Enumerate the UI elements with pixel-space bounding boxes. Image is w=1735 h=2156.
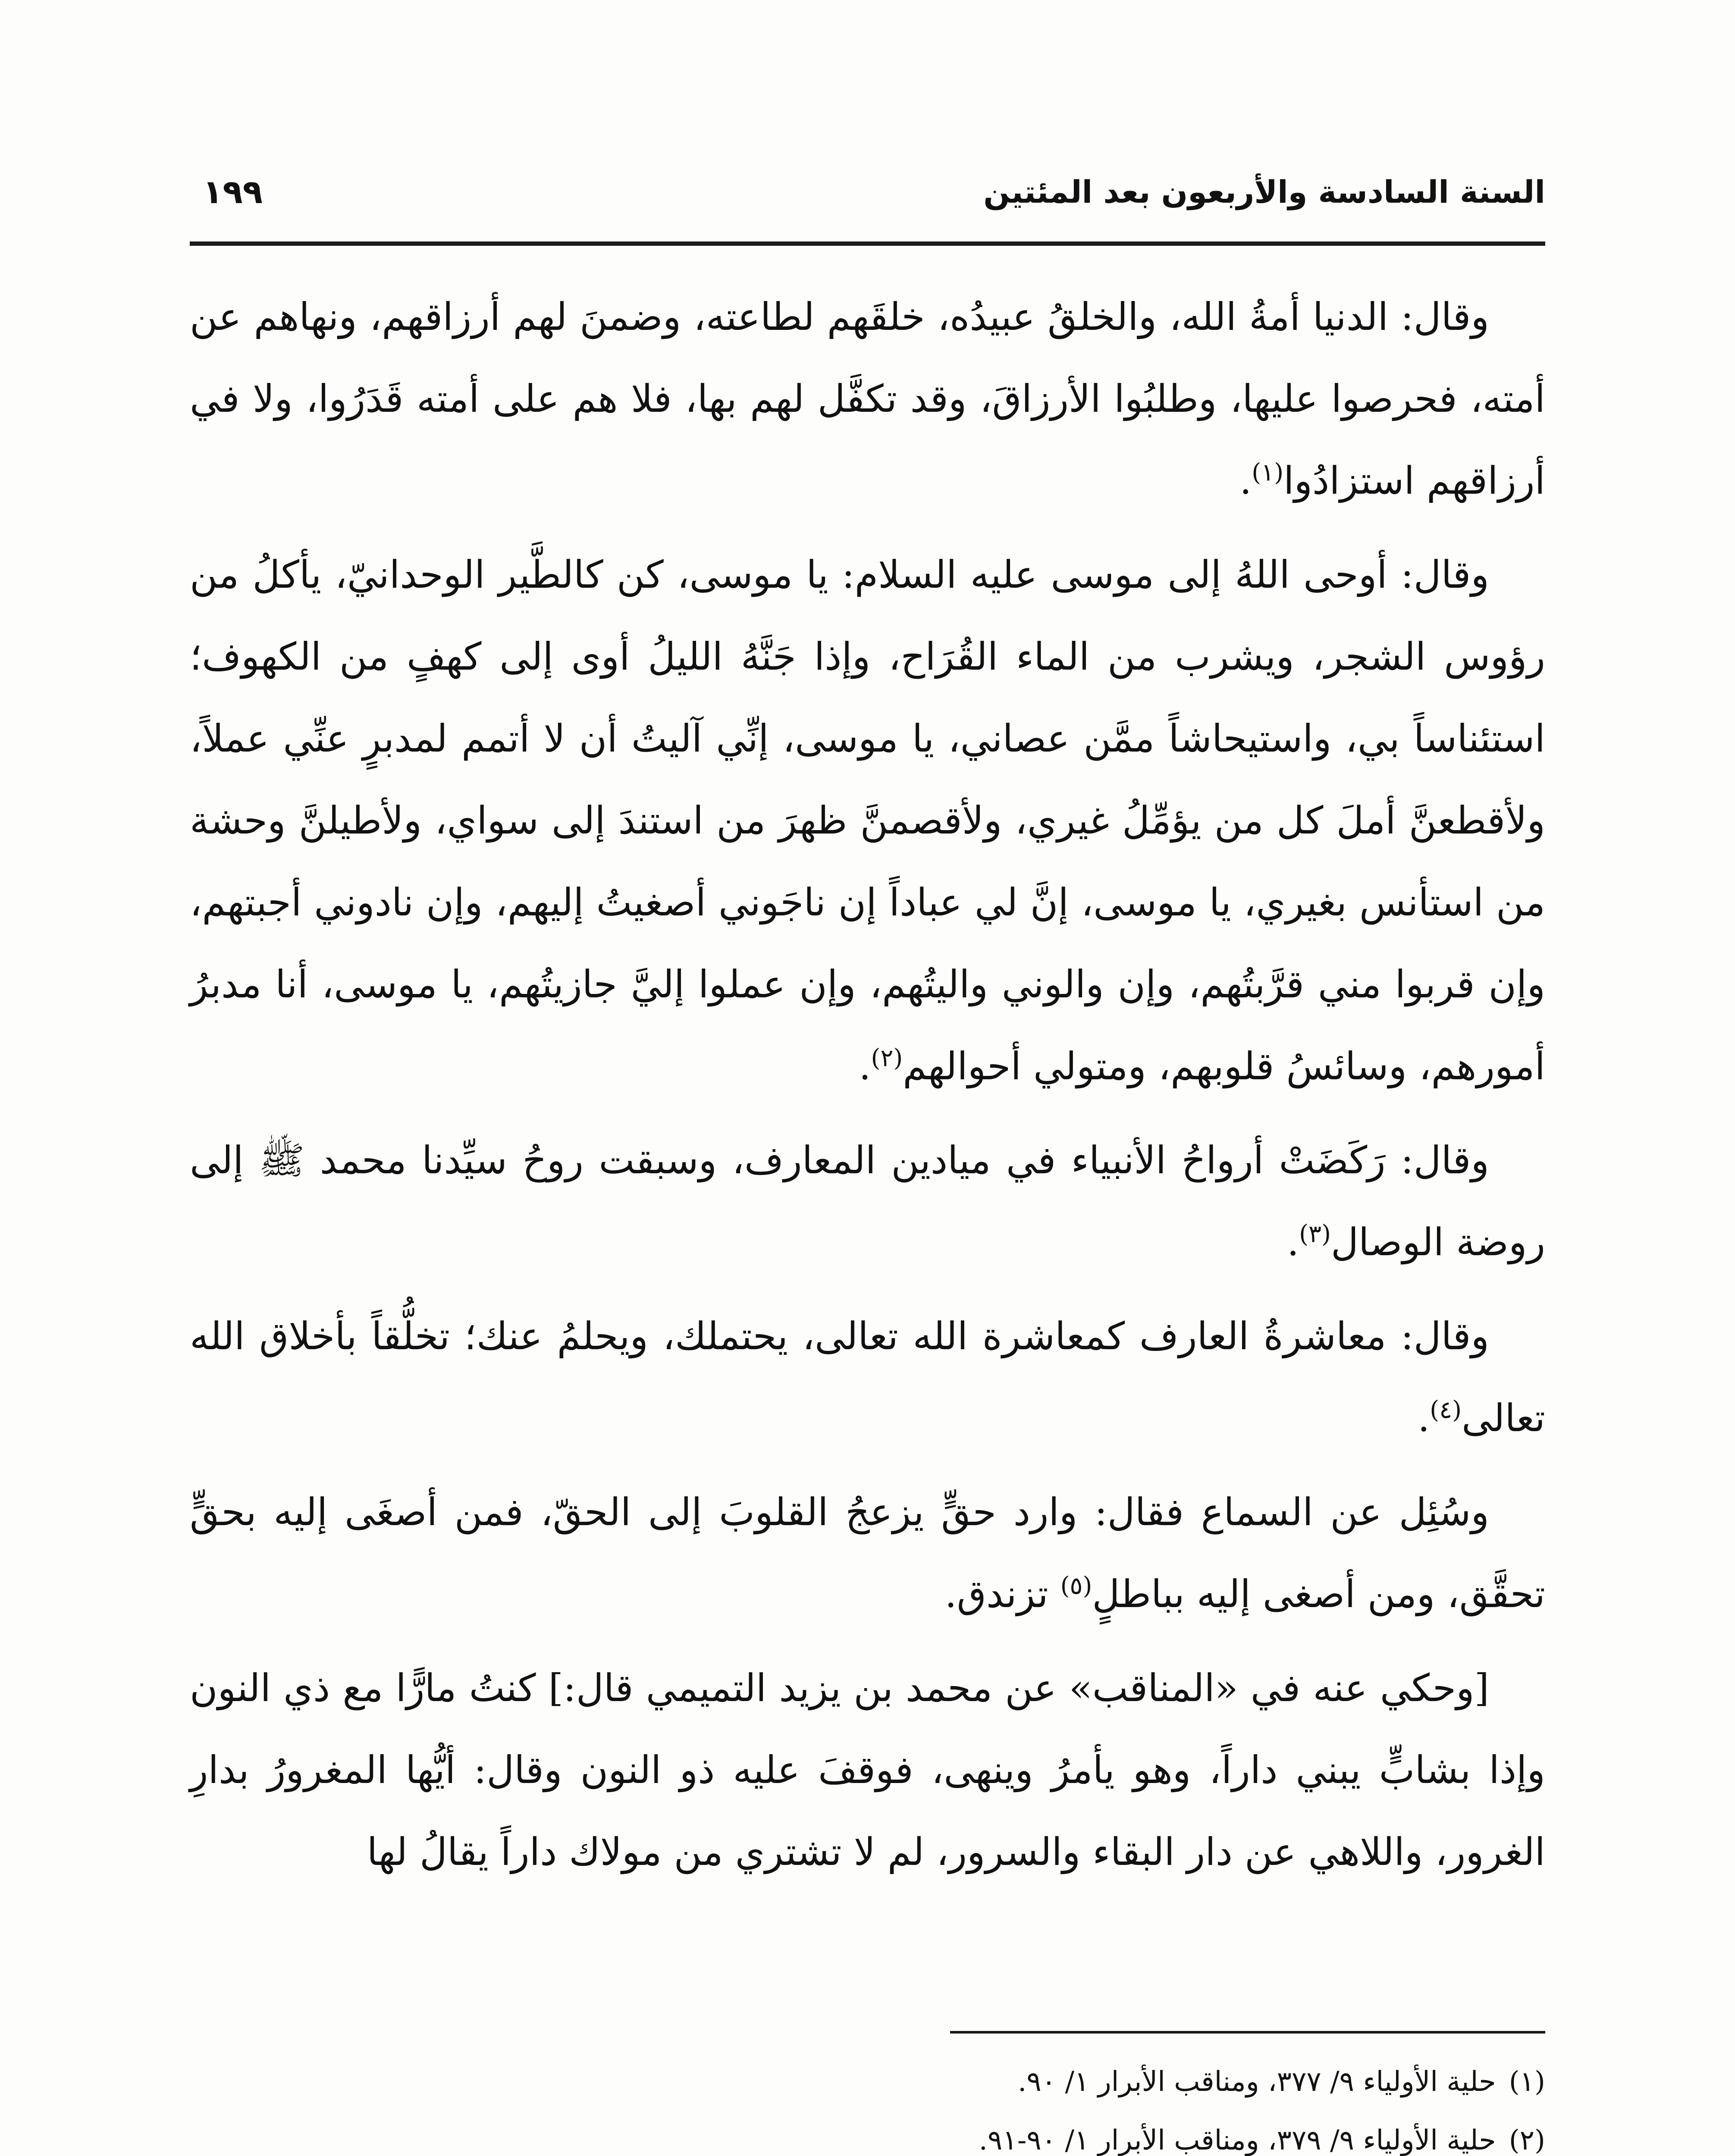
- page-header-title: السنة السادسة والأربعون بعد المئتين: [983, 174, 1545, 210]
- paragraph: [190, 534, 1545, 1107]
- footnote-reference: (٣): [1299, 1220, 1331, 1248]
- paragraph-tail: .: [1418, 1396, 1430, 1440]
- footnote-reference: (٢): [871, 1044, 903, 1072]
- paragraph: [190, 1295, 1545, 1459]
- footnote: [190, 2111, 1545, 2156]
- footnote-text: حلية الأولياء ٩/ ٣٧٩، ومناقب الأبرار ١/ ٩٠-٩١.: [979, 2125, 1496, 2156]
- footnotes: [190, 2053, 1545, 2156]
- paragraph-tail: .: [859, 1044, 871, 1088]
- page-number: ١٩٩: [203, 172, 263, 211]
- footnote-text: حلية الأولياء ٩/ ٣٧٧، ومناقب الأبرار ١/ ٩٠.: [1018, 2066, 1496, 2098]
- paragraph-text: وقال: رَكَضَتْ أرواحُ الأنبياء في ميادين المعارف، وسبقت روحُ سيِّدنا محمد ﷺ إلى روضة الوصال: [190, 1138, 1545, 1264]
- footnote-reference: (٤): [1430, 1396, 1462, 1424]
- paragraph-text: وقال: أوحى اللهُ إلى موسى عليه السلام: يا موسى، كن كالطَّير الوحدانيّ، يأكلُ من رؤوس الشجر، ويشرب من الماء القُرَاح، وإذا جَنَّهُ الليلُ أوى إلى كهفٍ من الكهوف؛ استئناساً بي، واستيحاشاً ممَّن عصاني، يا موسى، إنِّي آليتُ أن لا أتمم لمدبرٍ عنِّي عملاً، ولأقطعنَّ أملَ كل من يؤمِّلُ غيري، ولأقصمنَّ ظهرَ من استندَ إلى سواي، ولأطيلنَّ وحشة من استأنس بغيري، يا موسى، إنَّ لي عباداً إن ناجَوني أصغيتُ إليهم، وإن نادوني أجبتهم، وإن قربوا مني قرَّبتُهم، وإن والوني واليتُهم، وإن عملوا إليَّ جازيتُهم، يا موسى، أنا مدبرُ أمورهم، وسائسُ قلوبهم، ومتولي أحوالهم: [190, 552, 1545, 1088]
- footnote-reference: (٥): [1060, 1572, 1092, 1600]
- paragraph: [190, 1119, 1545, 1283]
- running-header: [190, 168, 1545, 233]
- footnote-number: (٢): [1509, 2125, 1545, 2156]
- paragraph-text: وقال: معاشرةُ العارف كمعاشرة الله تعالى، يحتملك، ويحلمُ عنك؛ تخلُّقاً بأخلاق الله تعالى: [190, 1314, 1545, 1440]
- paragraph-tail: .: [1287, 1220, 1299, 1264]
- header-divider: [190, 241, 1545, 246]
- paragraph: [190, 1471, 1545, 1635]
- paragraph: [190, 1647, 1545, 1893]
- footnote-number: (١): [1509, 2066, 1545, 2098]
- paragraph-text: [وحكي عنه في «المناقب» عن محمد بن يزيد التميمي قال:] كنتُ مارًّا مع ذي النون وإذا بشابٍّ يبني داراً، وهو يأمرُ وينهى، فوقفَ عليه ذو النون وقال: أيُّها المغرورُ بدارِ الغرور، واللاهي عن دار البقاء والسرور، لم لا تشتري من مولاك داراً يقالُ لها: [190, 1666, 1545, 1874]
- paragraph-text: وقال: الدنيا أمةُ الله، والخلقُ عبيدُه، خلقَهم لطاعته، وضمنَ لهم أرزاقهم، ونهاهم عن أمته، فحرصوا عليها، وطلبُوا الأرزاقَ، وقد تكفَّل لهم بها، فلا هم على أمته قَدَرُوا، ولا في أرزاقهم استزادُوا: [190, 295, 1545, 503]
- paragraph-tail: تزندق.: [944, 1572, 1060, 1616]
- paragraph: [190, 276, 1545, 522]
- main-text: [190, 276, 1545, 1905]
- footnote-reference: (١): [1252, 458, 1284, 487]
- footnote: [190, 2053, 1545, 2111]
- footnote-divider: [950, 2031, 1545, 2034]
- paragraph-tail: .: [1239, 458, 1252, 503]
- paragraph-text: وسُئِل عن السماع فقال: وارد حقٍّ يزعجُ القلوبَ إلى الحقّ، فمن أصغَى إليه بحقٍّ تحقَّق، ومن أصغى إليه بباطلٍ: [190, 1490, 1545, 1616]
